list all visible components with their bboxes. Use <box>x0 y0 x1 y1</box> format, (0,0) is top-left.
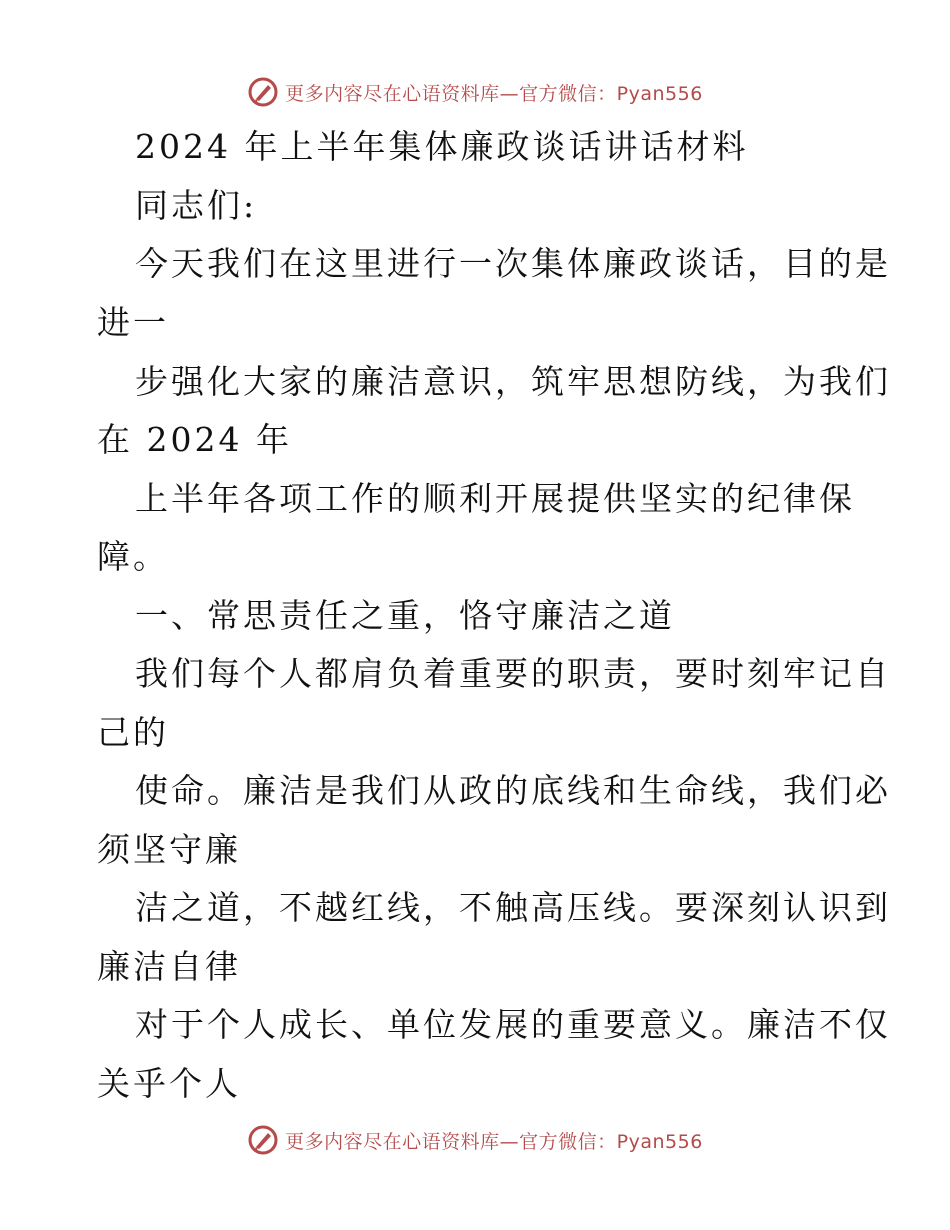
paragraph-line: 在 2024 年 <box>97 420 292 459</box>
section-heading: 一、常思责任之重，恪守廉洁之道 <box>135 596 675 635</box>
paragraph-line: 洁之道，不越红线，不触高压线。要深刻认识到 <box>135 888 891 927</box>
paragraph-line: 须坚守廉 <box>97 830 241 869</box>
paragraph-line: 进一 <box>97 303 169 342</box>
paragraph-line: 障。 <box>97 537 169 576</box>
salutation: 同志们: <box>135 186 258 225</box>
pen-logo-icon <box>247 1124 279 1156</box>
paragraph-line: 廉洁自律 <box>97 947 241 986</box>
paragraph-line: 对于个人成长、单位发展的重要意义。廉洁不仅 <box>135 1005 891 1044</box>
footer-watermark <box>0 1120 950 1160</box>
document-title: 2024 年上半年集体廉政谈话讲话材料 <box>135 127 749 166</box>
paragraph-line: 步强化大家的廉洁意识，筑牢思想防线，为我们 <box>135 362 891 401</box>
paragraph-line: 上半年各项工作的顺利开展提供坚实的纪律保 <box>135 479 855 518</box>
watermark-text: 更多内容尽在心语资料库—官方微信：Pyan556 <box>285 1130 703 1153</box>
paragraph-line: 我们每个人都肩负着重要的职责，要时刻牢记自 <box>135 654 891 693</box>
paragraph-line: 今天我们在这里进行一次集体廉政谈话，目的是 <box>135 244 891 283</box>
paragraph-line: 关乎个人 <box>97 1064 241 1103</box>
pen-logo-icon <box>247 76 279 108</box>
watermark-text: 更多内容尽在心语资料库—官方微信：Pyan556 <box>285 82 703 105</box>
header-watermark <box>0 72 950 112</box>
paragraph-line: 己的 <box>97 713 169 752</box>
paragraph-line: 使命。廉洁是我们从政的底线和生命线，我们必 <box>135 771 891 810</box>
